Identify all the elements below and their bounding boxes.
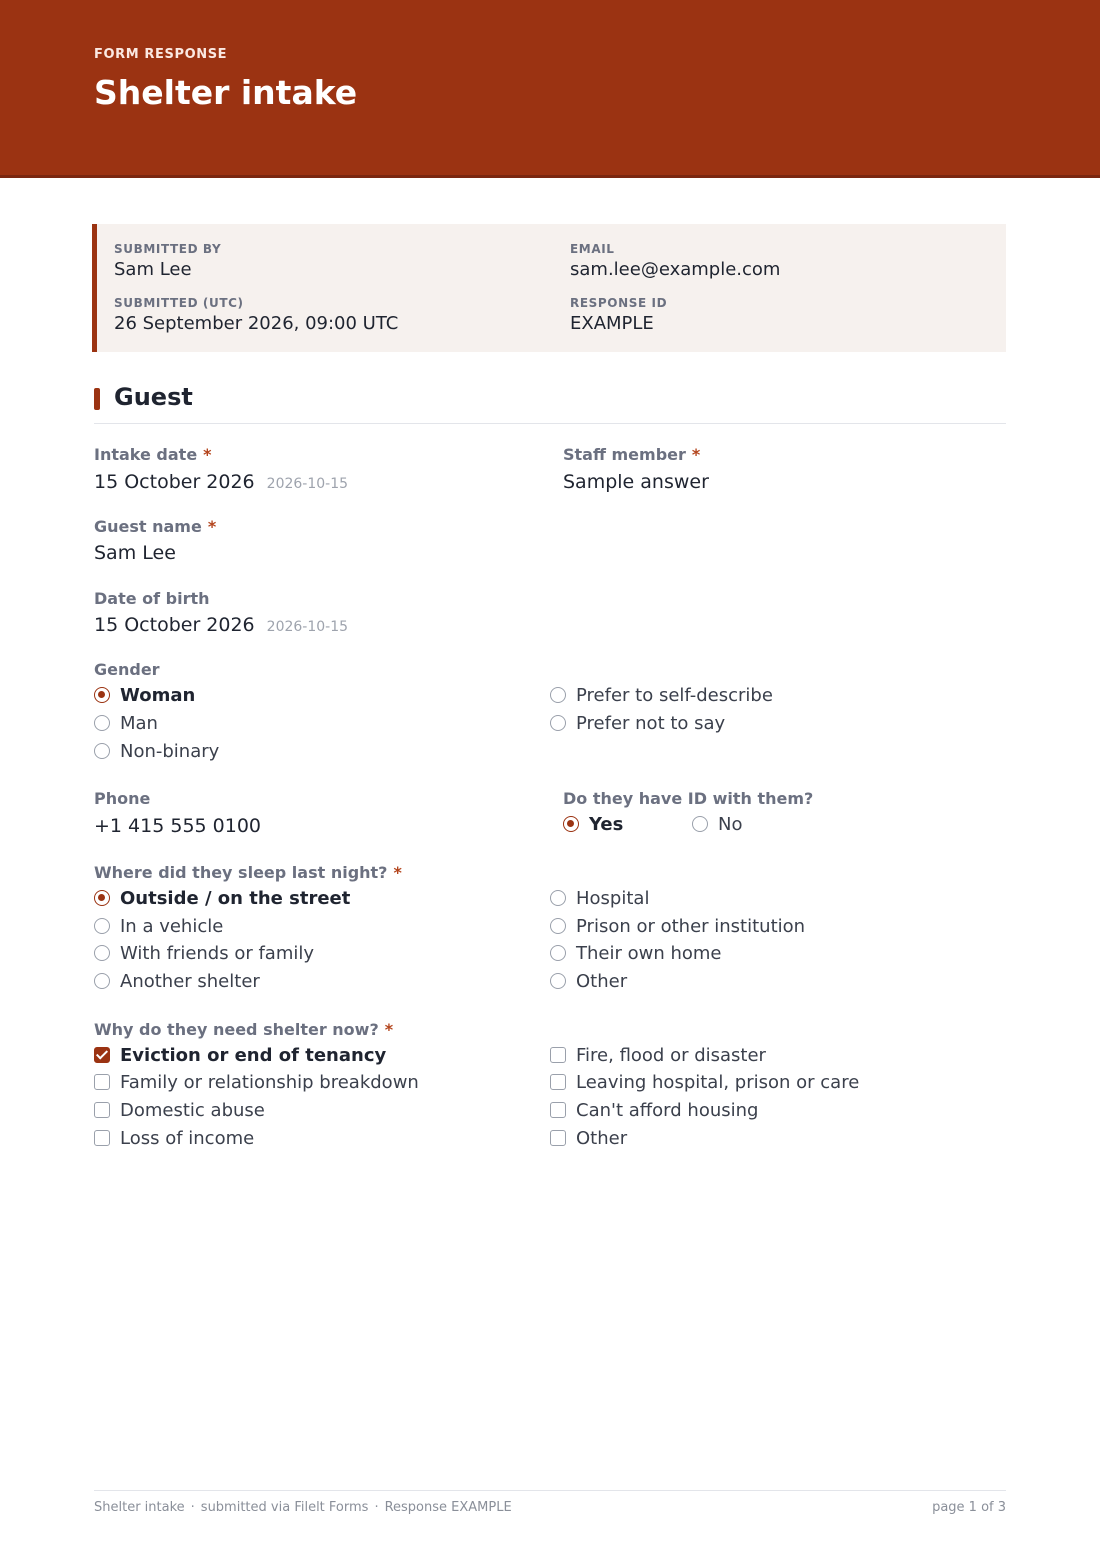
option-label: Man <box>120 713 158 734</box>
option-label: Eviction or end of tenancy <box>120 1045 387 1066</box>
radio-selected-icon <box>94 687 110 703</box>
sleep-option-another-shelter[interactable] <box>94 971 260 993</box>
meta-value: sam.lee@example.com <box>570 259 781 280</box>
option-label: Can't afford housing <box>576 1100 759 1121</box>
sleep-option-other[interactable] <box>550 971 627 993</box>
gender-option-woman[interactable] <box>94 685 195 707</box>
option-label: Leaving hospital, prison or care <box>576 1072 860 1093</box>
required-mark: * <box>393 863 402 882</box>
reason-option-loss-of-income[interactable] <box>94 1128 254 1150</box>
option-label: Prison or other institution <box>576 916 806 937</box>
radio-icon <box>94 715 110 731</box>
option-label: Outside / on the street <box>120 888 351 909</box>
meta-label: SUBMITTED BY <box>114 242 222 256</box>
sleep-option-own-home[interactable] <box>550 943 722 965</box>
sleep-option-institution[interactable] <box>550 916 805 938</box>
radio-icon <box>550 715 566 731</box>
question-guest-name <box>94 517 216 536</box>
question-shelter-reason <box>94 1020 393 1039</box>
question-label: Why do they need shelter now? <box>94 1020 379 1039</box>
checkbox-icon <box>94 1102 110 1118</box>
page-footer <box>94 1490 1006 1515</box>
footer-via: submitted via Filelt Forms <box>200 1500 369 1515</box>
radio-icon <box>550 973 566 989</box>
meta-value: 26 September 2026, 09:00 UTC <box>114 313 399 334</box>
answer-date-of-birth <box>94 614 348 636</box>
meta-email <box>570 242 780 280</box>
answer-phone: +1 415 555 0100 <box>94 815 262 837</box>
option-label: With friends or family <box>120 943 315 964</box>
radio-icon <box>94 973 110 989</box>
option-label: Other <box>576 1128 628 1149</box>
reason-option-family-breakdown[interactable] <box>94 1072 419 1094</box>
question-staff-member <box>563 445 700 464</box>
sleep-option-hospital[interactable] <box>550 888 649 910</box>
radio-icon <box>94 945 110 961</box>
meta-submitted-by <box>114 242 221 280</box>
answer-value: 15 October 2026 <box>94 471 255 493</box>
section-title: Guest <box>114 383 193 411</box>
page-header <box>0 0 1100 178</box>
checkbox-icon <box>94 1074 110 1090</box>
has-id-option-no[interactable] <box>692 814 742 836</box>
checkbox-icon <box>550 1102 566 1118</box>
question-has-id <box>563 789 813 808</box>
option-label: Their own home <box>576 943 722 964</box>
meta-value: EXAMPLE <box>570 313 654 334</box>
option-label: Other <box>576 971 628 992</box>
reason-option-leaving-care[interactable] <box>550 1072 859 1094</box>
option-label: Loss of income <box>120 1128 255 1149</box>
radio-selected-icon <box>563 816 579 832</box>
radio-icon <box>550 890 566 906</box>
footer-response: Response EXAMPLE <box>384 1500 512 1515</box>
meta-label: SUBMITTED (UTC) <box>114 296 244 310</box>
question-label: Phone <box>94 789 151 808</box>
option-label: Fire, flood or disaster <box>576 1045 766 1066</box>
radio-selected-icon <box>94 890 110 906</box>
radio-icon <box>94 743 110 759</box>
radio-icon <box>550 687 566 703</box>
gender-option-non-binary[interactable] <box>94 741 219 763</box>
option-label: Woman <box>120 685 196 706</box>
answer-iso-date: 2026-10-15 <box>266 619 349 635</box>
answer-value: 15 October 2026 <box>94 614 255 636</box>
question-label: Do they have ID with them? <box>563 789 814 808</box>
required-mark: * <box>203 445 212 464</box>
question-label: Gender <box>94 660 160 679</box>
question-slept-last-night <box>94 863 402 882</box>
meta-response-id <box>570 296 667 334</box>
reason-option-other[interactable] <box>550 1128 627 1150</box>
meta-label: RESPONSE ID <box>570 296 668 310</box>
option-label: In a vehicle <box>120 916 224 937</box>
option-label: Hospital <box>576 888 650 909</box>
page-title: Shelter intake <box>94 73 358 112</box>
page-number: page 1 of 3 <box>932 1500 1006 1515</box>
question-label: Date of birth <box>94 589 210 608</box>
answer-iso-date: 2026-10-15 <box>266 476 349 492</box>
footer-separator: · <box>374 1500 379 1515</box>
question-phone <box>94 789 150 808</box>
reason-option-cant-afford[interactable] <box>550 1100 758 1122</box>
option-label: Another shelter <box>120 971 260 992</box>
question-label: Guest name <box>94 517 202 536</box>
submission-meta <box>92 224 1006 352</box>
option-label: Non-binary <box>120 741 220 762</box>
question-gender <box>94 660 160 679</box>
checkbox-checked-icon <box>94 1047 110 1063</box>
checkbox-icon <box>550 1130 566 1146</box>
question-label: Intake date <box>94 445 198 464</box>
gender-option-prefer-not[interactable] <box>550 713 725 735</box>
option-label: No <box>718 814 743 835</box>
sleep-option-vehicle[interactable] <box>94 916 223 938</box>
required-mark: * <box>691 445 701 464</box>
radio-icon <box>550 918 566 934</box>
reason-option-eviction[interactable] <box>94 1045 386 1067</box>
meta-value: Sam Lee <box>114 259 192 280</box>
reason-option-disaster[interactable] <box>550 1045 766 1067</box>
answer-staff-member: Sample answer <box>563 471 709 493</box>
sleep-option-outside[interactable] <box>94 888 350 910</box>
footer-separator: · <box>190 1500 195 1515</box>
header-kicker: FORM RESPONSE <box>94 47 228 62</box>
option-label: Yes <box>589 814 624 835</box>
question-date-of-birth <box>94 589 210 608</box>
option-label: Domestic abuse <box>120 1100 265 1121</box>
meta-submitted-utc <box>114 296 398 334</box>
sleep-option-friends-family[interactable] <box>94 943 314 965</box>
section-accent-bar <box>94 388 100 410</box>
option-label: Prefer to self-describe <box>576 685 773 706</box>
section-heading <box>94 383 1006 424</box>
has-id-option-yes[interactable] <box>563 814 623 836</box>
checkbox-icon <box>94 1130 110 1146</box>
radio-icon <box>94 918 110 934</box>
meta-label: EMAIL <box>570 242 615 256</box>
gender-option-man[interactable] <box>94 713 158 735</box>
answer-intake-date <box>94 471 348 493</box>
radio-icon <box>692 816 708 832</box>
question-intake-date <box>94 445 212 464</box>
checkbox-icon <box>550 1074 566 1090</box>
question-label: Where did they sleep last night? <box>94 863 388 882</box>
option-label: Prefer not to say <box>576 713 726 734</box>
gender-option-self-describe[interactable] <box>550 685 773 707</box>
answer-guest-name: Sam Lee <box>94 542 176 564</box>
required-mark: * <box>207 517 217 536</box>
radio-icon <box>550 945 566 961</box>
reason-option-domestic-abuse[interactable] <box>94 1100 265 1122</box>
option-label: Family or relationship breakdown <box>120 1072 419 1093</box>
checkbox-icon <box>550 1047 566 1063</box>
question-label: Staff member <box>563 445 686 464</box>
footer-form-name: Shelter intake <box>94 1500 185 1515</box>
required-mark: * <box>384 1020 394 1039</box>
